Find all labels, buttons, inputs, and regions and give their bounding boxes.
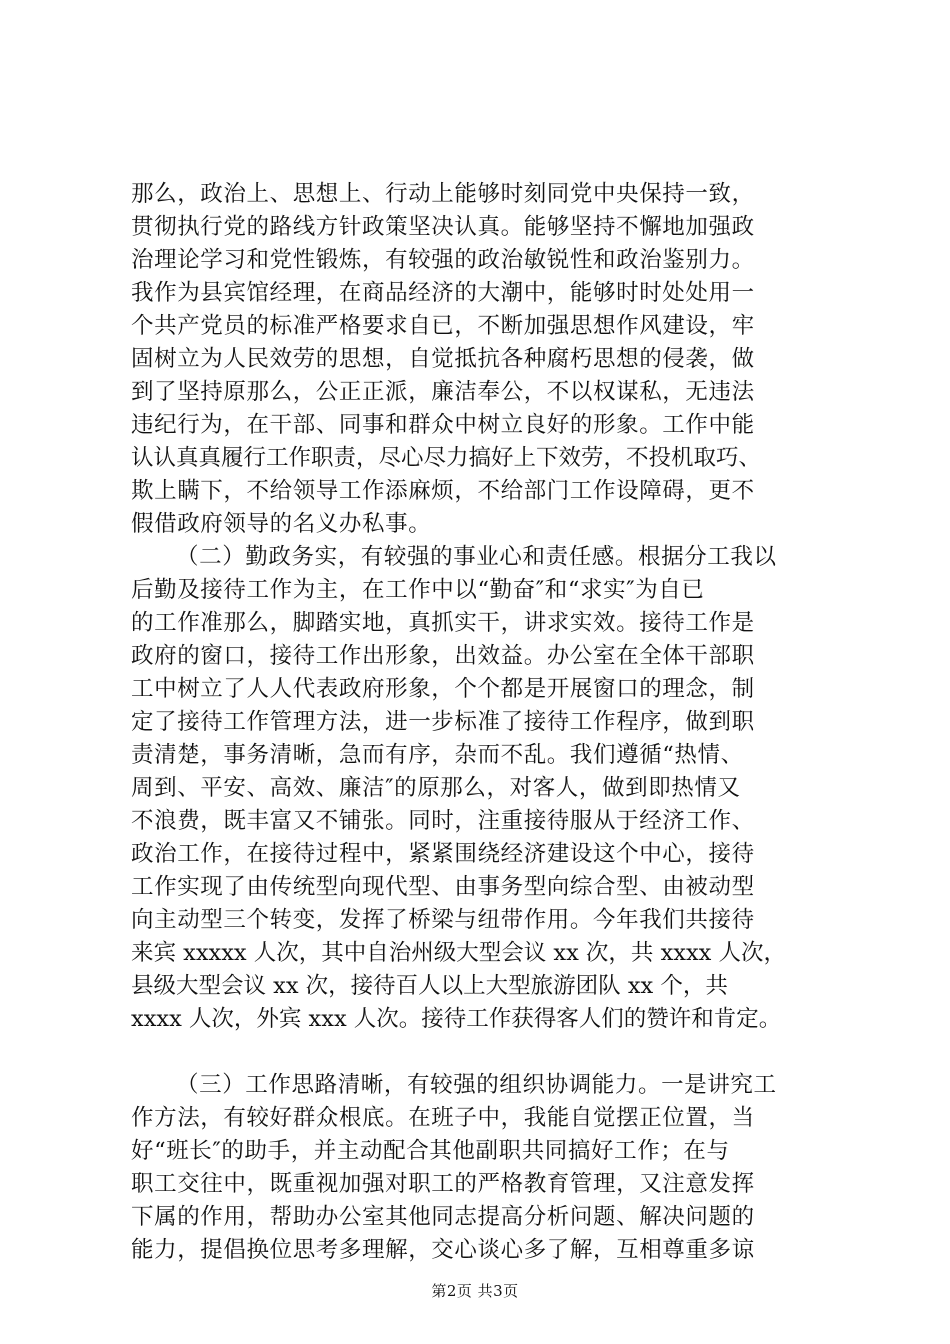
text-line: 好“班长″的助手，并主动配合其他副职共同搞好工作；在与 — [131, 1138, 730, 1164]
text-line: 能力，提倡换位思考多理解，交心谈心多了解，互相尊重多谅 — [131, 1237, 755, 1263]
text-line: 那么，政治上、思想上、行动上能够时刻同党中央保持一致， — [131, 181, 755, 207]
text-line: 县级大型会议 xx 次，接待百人以上大型旅游团队 xx 个，共 — [131, 973, 728, 999]
text-line: 职工交往中，既重视加强对职工的严格教育管理，又注意发挥 — [131, 1171, 755, 1197]
text-line: 个共产党员的标准严格要求自已，不断加强思想作风建设，牢 — [131, 313, 755, 339]
text-line: 周到、平安、高效、廉洁″的原那么，对客人，做到即热情又 — [131, 775, 741, 801]
text-line: 下属的作用，帮助办公室其他同志提高分析问题、解决问题的 — [131, 1204, 755, 1230]
text-line: 到了坚持原那么，公正正派，廉洁奉公，不以权谋私，无违法 — [131, 379, 755, 405]
paragraph-1 — [131, 178, 831, 541]
text-line: 后勤及接待工作为主，在工作中以“勤奋″和“求实″为自已 — [131, 577, 705, 603]
text-line: 的工作准那么，脚踏实地，真抓实干，讲求实效。接待工作是 — [131, 610, 755, 636]
text-line: 假借政府领导的名义办私事。 — [131, 511, 432, 537]
paragraph-2 — [131, 541, 831, 1036]
page-number-footer: 第2页 共3页 — [431, 1282, 519, 1300]
text-line: 来宾 xxxxx 人次，其中自治州级大型会议 xx 次，共 xxxx 人次， — [131, 940, 786, 966]
paragraph-3 — [131, 1069, 831, 1267]
text-line: 向主动型三个转变，发挥了桥梁与纽带作用。今年我们共接待 — [131, 907, 755, 933]
text-line: （三）工作思路清晰，有较强的组织协调能力。一是讲究工 — [176, 1072, 777, 1098]
document-body — [131, 178, 831, 1267]
text-line: 欺上瞒下，不给领导工作添麻烦，不给部门工作设障碍，更不 — [131, 478, 755, 504]
text-line: 我作为县宾馆经理，在商品经济的大潮中，能够时时处处用一 — [131, 280, 755, 306]
text-line: 不浪费，既丰富又不铺张。同时，注重接待服从于经济工作、 — [131, 808, 755, 834]
text-line: 工作实现了由传统型向现代型、由事务型向综合型、由被动型 — [131, 874, 755, 900]
text-line: 定了接待工作管理方法，进一步标准了接待工作程序，做到职 — [131, 709, 755, 735]
text-line: 治理论学习和党性锻炼，有较强的政治敏锐性和政治鉴别力。 — [131, 247, 755, 273]
text-line: xxxx 人次，外宾 xxx 人次。接待工作获得客人们的赞许和肯定。 — [131, 1006, 782, 1032]
text-line: 政府的窗口，接待工作出形象，出效益。办公室在全体干部职 — [131, 643, 755, 669]
paragraph-spacing — [131, 1036, 831, 1069]
text-line: 工中树立了人人代表政府形象，个个都是开展窗口的理念，制 — [131, 676, 755, 702]
text-line: 责清楚，事务清晰，急而有序，杂而不乱。我们遵循“热情、 — [131, 742, 744, 768]
text-line: 贯彻执行党的路线方针政策坚决认真。能够坚持不懈地加强政 — [131, 214, 755, 240]
text-line: 作方法，有较好群众根底。在班子中，我能自觉摆正位置，当 — [131, 1105, 755, 1131]
text-line: 违纪行为，在干部、同事和群众中树立良好的形象。工作中能 — [131, 412, 755, 438]
text-line: 政治工作，在接待过程中，紧紧围绕经济建设这个中心，接待 — [131, 841, 755, 867]
text-line: （二）勤政务实，有较强的事业心和责任感。根据分工我以 — [176, 544, 777, 570]
text-line: 认认真真履行工作职责，尽心尽力搞好上下效劳，不投机取巧、 — [131, 445, 762, 471]
text-line: 固树立为人民效劳的思想，自觉抵抗各种腐朽思想的侵袭，做 — [131, 346, 755, 372]
